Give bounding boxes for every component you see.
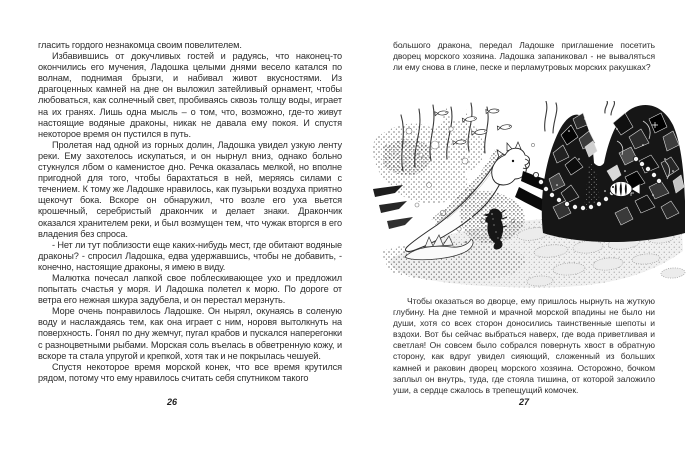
paragraph: Спустя некоторое время морской конек, что все время крутился рядом, потому что ему нравилось считать себя спутником такого bbox=[38, 361, 342, 383]
paragraph: Пролетая над одной из горных долин, Ладошка увидел узкую ленту реки. Ему захотелось искупаться, и он нырнул вниз, однако больно стукнулся лбом о каменистое дно. Речка оказалась мелкой, но вполне пригодной для того, чтобы барахтаться в ней, меряясь силами с течением. К тому же Ладошке нравилось, как пузырьки воздуха приятно щекочут бока. Вскоре он обнаружил, что возле его уха вьется крошечный, серебристый дракончик и делает знаки. Дракончик оказался хранителем реки, и был возмущен тем, что чужак вторгся в его владения без спроса. bbox=[38, 139, 342, 239]
left-page-text bbox=[38, 40, 342, 404]
paragraph: - Нет ли тут поблизости еще каких-нибудь мест, где обитают водяные драконы? - спросил Ладошка, едва удержавшись, чтобы не добавить, - конечно, настоящие драконы, я имею в виду. bbox=[38, 239, 342, 272]
page-number-left: 26 bbox=[166, 397, 177, 407]
paragraph: гласить гордого незнакомца своим повелителем. bbox=[38, 40, 242, 50]
right-page-text-top bbox=[393, 40, 655, 75]
paragraph: Море очень понравилось Ладошке. Он нырял, окунаясь в соленую воду и наслаждаясь тем, как она играет с ним, норовя вытолкнуть на поверхность. Гонял по дну жемчуг, пугал крабов и пускался наперегонки с разноцветными рыбами. Морская соль въелась в обветренную кожу, и вскоре та стала упругой и крепкой, хотя так и не покрылась чешуей. bbox=[38, 306, 342, 361]
paragraph: Чтобы оказаться во дворце, ему пришлось нырнуть на жуткую глубину. На дне темной и мрачной морской впадины не было ни души, хотя со всех сторон доносились таинственные шепоты и вздохи. Вот бы сейчас выбраться наверх, где вода приветливая и светлая! Он совсем было собрался повернуть хвост в обратную сторону, как вдруг увидел сияющий, сложенный из больших камней и раковин дворец морского хозяина. Осторожно, бочком заплыл он внутрь, туда, где стояла тишина, от которой заложило уши, а сердце сжалось в трепещущий комочек. bbox=[393, 296, 655, 395]
stone-palace-mound bbox=[542, 105, 685, 242]
paragraph: большого дракона, передал Ладошке приглашение посетить дворец морского хозяина. Ладошка запаниковал - не вываляться ли ему снова в глине, песке и перламутровых морских ракушках? bbox=[393, 40, 655, 73]
paragraph: Избавившись от докучливых гостей и радуясь, что наконец-то окончились его мучения, Ладошка целыми днями весело катался по волнам, поднимая брызги, и набивал живот вкусностями. Из драгоценных камней на дне он выложил затейливый орнамент, чтобы любоваться, как солнечный свет, пробиваясь сквозь толщу воды, играет на их гранях. Лишь одна мысль – о том, что, возможно, где-то живут настоящие водяные драконы, никак не давала ему покоя. И спустя некоторое время он пустился в путь. bbox=[38, 51, 342, 139]
paragraph: Малютка почесал лапкой свое поблескивающее ухо и предложил попытать счастья у моря. И Ладошка полетел к морю. По дороге от ветра его нежная шкура задубела, и он перестал мерзнуть. bbox=[38, 272, 342, 306]
page-number-right: 27 bbox=[518, 397, 529, 407]
book-illustration bbox=[373, 101, 687, 293]
right-page-text-bottom bbox=[393, 296, 655, 398]
